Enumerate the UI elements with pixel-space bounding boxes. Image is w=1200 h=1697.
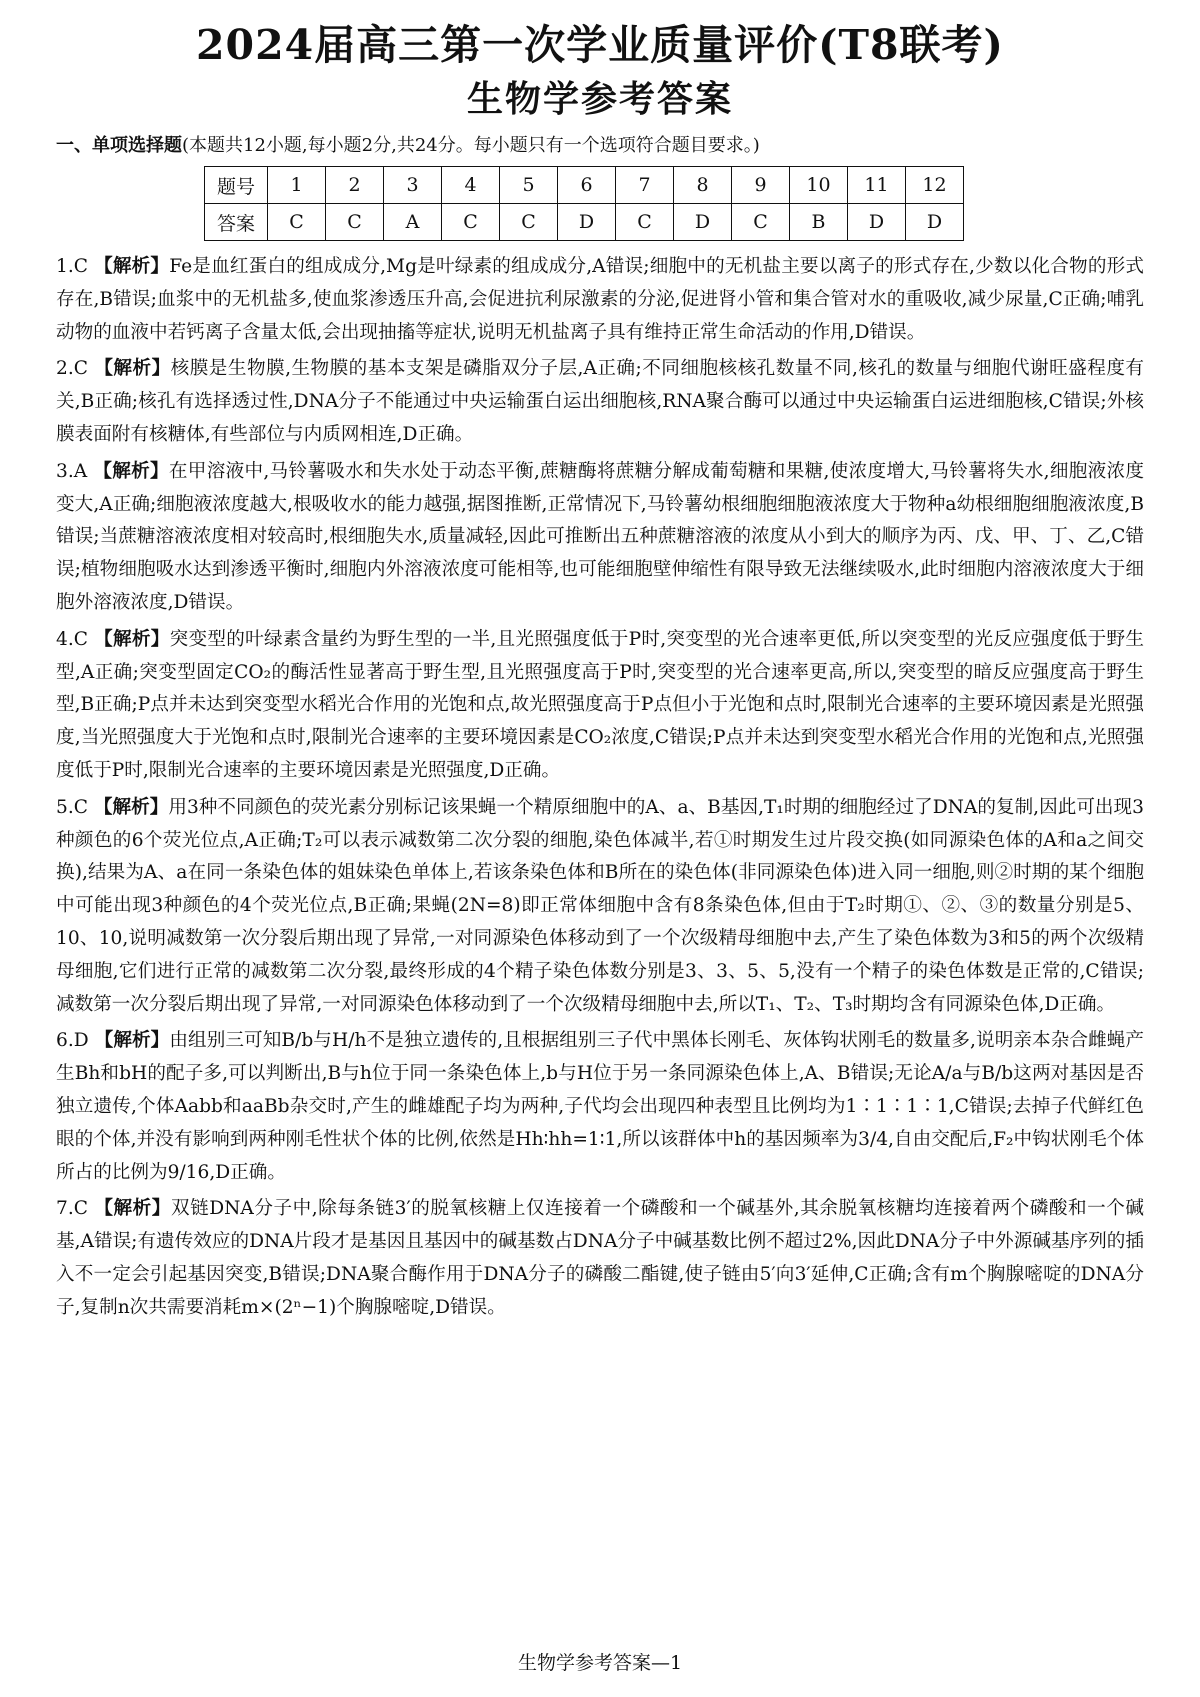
answer-cell: D	[558, 204, 616, 241]
answer-cell: C	[326, 204, 384, 241]
explanation-item-7	[56, 1193, 1144, 1324]
analysis-tag: 【解析】	[94, 1030, 170, 1052]
item-text: 双链DNA分子中,除每条链3′的脱氧核糖上仅连接着一个磷酸和一个碱基外,其余脱氧核糖均连接着两个磷酸和一个碱基,A错误;有遗传效应的DNA片段才是基因且基因中的碱基数占DNA分子中碱基数比例不超过2%,因此DNA分子中外源碱基序列的插入不一定会引起基因突变,B错误;DNA聚合酶作用于DNA分子的磷酸二酯键,使子链由5′向3′延伸,C正确;含有m个胸腺嘧啶的DNA分子,复制n次共需要消耗m×(2ⁿ−1)个胸腺嘧啶,D错误。	[56, 1198, 1144, 1318]
item-number: 3.A	[56, 460, 88, 482]
answer-cell: C	[500, 204, 558, 241]
question-number-cell: 6	[558, 167, 616, 204]
explanation-item-6	[56, 1025, 1144, 1189]
analysis-tag: 【解析】	[94, 256, 170, 277]
question-number-cell: 2	[326, 167, 384, 204]
item-text: 用3种不同颜色的荧光素分别标记该果蝇一个精原细胞中的A、a、B基因,T₁时期的细胞经过了DNA的复制,因此可出现3种颜色的6个荧光位点,A正确;T₂可以表示减数第二次分裂的细胞,染色体减半,若①时期发生过片段交换(如同源染色体的A和a之间交换),结果为A、a在同一条染色体的姐妹染色单体上,若该条染色体和B所在的染色体(非同源染色体)进入同一细胞,则②时期的某个细胞中可能出现3种颜色的4个荧光位点,B正确;果蝇(2N=8)即正常体细胞中含有8条染色体,但由于T₂时期①、②、③的数量分别是5、10、10,说明减数第一次分裂后期出现了异常,一对同源染色体移动到了一个次级精母细胞中去,产生了染色体数为3和5的两个次级精母细胞,它们进行正常的减数第二次分裂,最终形成的4个精子染色体数分别是3、3、5、5,没有一个精子的染色体数是正常的,C错误;减数第一次分裂后期出现了异常,一对同源染色体移动到了一个次级精母细胞中去,所以T₁、T₂、T₃时期均含有同源染色体,D正确。	[56, 796, 1144, 1015]
question-number-cell: 7	[616, 167, 674, 204]
question-number-cell: 11	[848, 167, 906, 204]
question-number-cell: 3	[384, 167, 442, 204]
question-number-cell: 1	[268, 167, 326, 204]
question-number-cell: 12	[906, 167, 964, 204]
explanation-item-1	[56, 251, 1144, 349]
answer-cell: A	[384, 204, 442, 241]
analysis-tag: 【解析】	[93, 460, 169, 482]
item-number: 7.C	[56, 1198, 88, 1220]
explanation-item-5	[56, 792, 1144, 1022]
question-number-cell: 4	[442, 167, 500, 204]
question-number-cell: 9	[732, 167, 790, 204]
row-label-answer: 答案	[205, 204, 268, 241]
explanation-item-2	[56, 353, 1144, 451]
item-text: 突变型的叶绿素含量约为野生型的一半,且光照强度低于P时,突变型的光合速率更低,所以突变型的光反应强度低于野生型,A正确;突变型固定CO₂的酶活性显著高于野生型,且光照强度高于P时,突变型的光合速率更高,所以,突变型的暗反应强度高于野生型,B正确;P点并未达到突变型水稻光合作用的光饱和点,故光照强度高于P点但小于光饱和点时,限制光合速率的主要环境因素是光照强度,当光照强度大于光饱和点时,限制光合速率的主要环境因素是CO₂浓度,C错误;P点并未达到突变型水稻光合作用的光饱和点,光照强度低于P时,限制光合速率的主要环境因素是光照强度,D正确。	[56, 628, 1144, 781]
answer-cell: C	[442, 204, 500, 241]
answer-cell: C	[616, 204, 674, 241]
analysis-tag: 【解析】	[94, 628, 170, 650]
section-heading	[56, 132, 1144, 160]
item-text: Fe是血红蛋白的组成成分,Mg是叶绿素的组成成分,A错误;细胞中的无机盐主要以离子的形式存在,少数以化合物的形式存在,B错误;血浆中的无机盐多,使血浆渗透压升高,会促进抗利尿激素的分泌,促进肾小管和集合管对水的重吸收,减少尿量,C正确;哺乳动物的血液中若钙离子含量太低,会出现抽搐等症状,说明无机盐离子具有维持正常生命活动的作用,D错误。	[56, 256, 1144, 343]
item-number: 2.C	[56, 358, 88, 380]
item-number: 5.C	[56, 796, 88, 818]
page-footer: 生物学参考答案—1	[517, 1652, 683, 1674]
answer-cell: C	[268, 204, 326, 241]
item-text: 由组别三可知B/b与H/h不是独立遗传的,且根据组别三子代中黑体长刚毛、灰体钩状刚毛的数量多,说明亲本杂合雌蝇产生Bh和bH的配子多,可以判断出,B与h位于同一条染色体上,b与H位于另一条同源染色体上,A、B错误;无论A/a与B/b这两对基因是否独立遗传,个体Aabb和aaBb杂交时,产生的雌雄配子均为两种,子代均会出现四种表型且比例均为1∶1∶1∶1,C错误;去掉子代鲜红色眼的个体,并没有影响到两种刚毛性状个体的比例,依然是Hh∶hh=1∶1,所以该群体中h的基因频率为3/4,自由交配后,F₂中钩状刚毛个体所占的比例为9/16,D正确。	[56, 1030, 1144, 1183]
question-number-cell: 5	[500, 167, 558, 204]
answer-table	[204, 166, 964, 241]
answer-cell: D	[674, 204, 732, 241]
item-text: 在甲溶液中,马铃薯吸水和失水处于动态平衡,蔗糖酶将蔗糖分解成葡萄糖和果糖,使浓度增大,马铃薯将失水,细胞液浓度变大,A正确;细胞液浓度越大,根吸收水的能力越强,据图推断,正常情况下,马铃薯幼根细胞细胞液浓度大于物种a幼根细胞细胞液浓度,B错误;当蔗糖溶液浓度相对较高时,根细胞失水,质量减轻,因此可推断出五种蔗糖溶液的浓度从小到大的顺序为丙、戊、甲、丁、乙,C错误;植物细胞吸水达到渗透平衡时,细胞内外溶液浓度可能相等,也可能细胞壁伸缩性有限导致无法继续吸水,此时细胞内溶液浓度大于细胞外溶液浓度,D错误。	[56, 460, 1144, 613]
section-label: 一、单项选择题	[56, 135, 182, 156]
analysis-tag: 【解析】	[94, 358, 171, 380]
item-number: 4.C	[56, 628, 88, 650]
question-number-cell: 8	[674, 167, 732, 204]
answer-table-answer-row	[205, 204, 964, 241]
question-number-cell: 10	[790, 167, 848, 204]
item-number: 1.C	[56, 256, 88, 277]
item-number: 6.D	[56, 1030, 89, 1052]
answer-cell: B	[790, 204, 848, 241]
explanation-list	[56, 251, 1144, 1325]
page-subtitle: 生物学参考答案	[466, 78, 733, 120]
answer-table-number-row	[205, 167, 964, 204]
explanation-item-3	[56, 456, 1144, 620]
answer-cell: D	[848, 204, 906, 241]
row-label-number: 题号	[205, 167, 268, 204]
explanation-item-4	[56, 624, 1144, 788]
section-note: (本题共12小题,每小题2分,共24分。每小题只有一个选项符合题目要求。)	[182, 135, 760, 156]
item-text: 核膜是生物膜,生物膜的基本支架是磷脂双分子层,A正确;不同细胞核核孔数量不同,核孔的数量与细胞代谢旺盛程度有关,B正确;核孔有选择透过性,DNA分子不能通过中央运输蛋白运出细胞核,RNA聚合酶可以通过中央运输蛋白运进细胞核,C错误;外核膜表面附有核糖体,有些部位与内质网相连,D正确。	[56, 358, 1144, 445]
analysis-tag: 【解析】	[93, 796, 169, 818]
page-title: 2024届高三第一次学业质量评价(T8联考)	[196, 21, 1004, 69]
answer-cell: C	[732, 204, 790, 241]
analysis-tag: 【解析】	[94, 1198, 171, 1220]
answer-cell: D	[906, 204, 964, 241]
